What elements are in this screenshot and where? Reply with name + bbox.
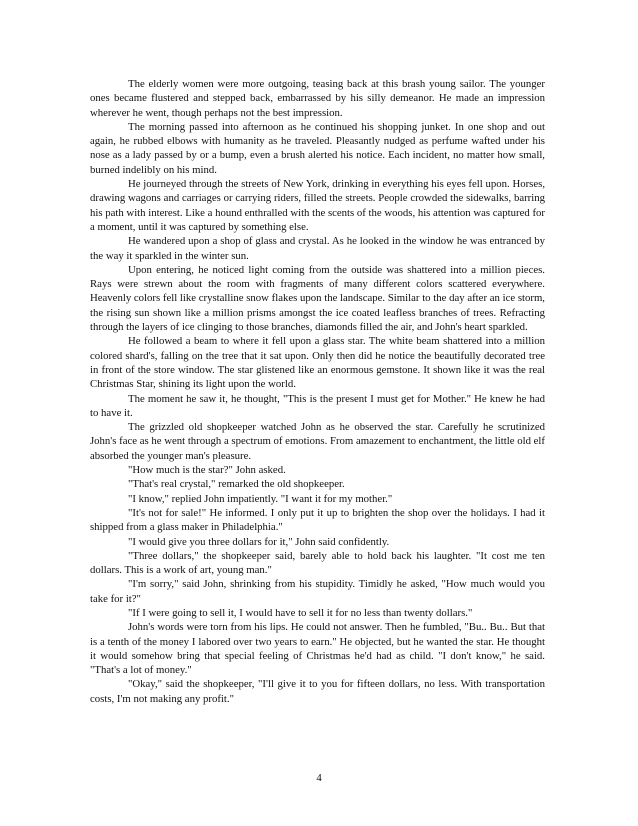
paragraph: "I would give you three dollars for it," John said confidently. (128, 535, 390, 548)
body-text (90, 77, 545, 706)
paragraph: He followed a beam to where it fell upon a glass star. The white beam shattered into a million colored shard's, falling on the tree that it sat upon. Only then did he notice the beautifully decorated tree in front of the store window. The star glistened like an enormous gemstone. It shown like it was the real Christmas Star, shining its light upon the world. (90, 335, 545, 391)
paragraph: The morning passed into afternoon as he continued his shopping junket. In one shop and out again, he rubbed elbows with humanity as he traveled. Pleasantly nudged as perfume wafted under his nose as a lady passed by or a bump, even a brush alerted his notice. Each incident, no matter how small, burned indelibly on his mind. (90, 120, 545, 176)
paragraph: "Three dollars," the shopkeeper said, barely able to hold back his laughter. "It cost me ten dollars. This is a work of art, young man." (90, 549, 545, 577)
paragraph: The elderly women were more outgoing, teasing back at this brash young sailor. The younger ones became flustered and stepped back, embarrassed by his silly demeanor. He made an impression wherever he went, though perhaps not the best impression. (90, 78, 545, 119)
paragraph: Upon entering, he noticed light coming from the outside was shattered into a million pieces. Rays were strewn about the room with fragments of many different colors scattered everywhere. Heavenly colors fell like crystalline snow flakes upon the landscape. Similar to the day after an ice storm, the rising sun shown like a million prisms amongst the ice coated leafless branches of trees. Refracting through the layers of ice clinging to those branches, diamonds filled the air, and John's heart sparkled. (90, 263, 545, 334)
paragraph: "How much is the star?" John asked. (128, 464, 286, 477)
paragraph: "I know," replied John impatiently. "I want it for my mother." (128, 492, 393, 505)
paragraph: "If I were going to sell it, I would have to sell it for no less than twenty dollars." (128, 606, 473, 619)
paragraph: John's words were torn from his lips. He could not answer. Then he fumbled, "Bu.. Bu.. But that is a tenth of the money I labored over two years to earn." He objected, but he wanted the star. He thought it would somehow bring that special feeling of Christmas he'd had as child. "I don't know," he said. "That's a lot of money." (90, 621, 545, 677)
paragraph: The moment he saw it, he thought, "This is the present I must get for Mother." He knew he had to have it. (90, 392, 545, 419)
paragraph: The grizzled old shopkeeper watched John as he observed the star. Carefully he scrutinized John's face as he went through a spectrum of emotions. From amazement to enchantment, the little old elf absorbed the younger man's pleasure. (90, 421, 545, 462)
paragraph: He wandered upon a shop of glass and crystal. As he looked in the window he was entranced by the way it sparkled in the winter sun. (90, 235, 545, 262)
paragraph: "I'm sorry," said John, shrinking from his stupidity. Timidly he asked, "How much would you take for it?" (90, 578, 545, 605)
paragraph: He journeyed through the streets of New York, drinking in everything his eyes fell upon. Horses, drawing wagons and carriages or carrying riders, filled the streets. People crowded the sidewalks, barring his path with interest. Like a hound enthralled with the scents of the woods, his attention was captured for a moment, until it was captured by something else. (90, 178, 545, 233)
paragraph: "That's real crystal," remarked the old shopkeeper. (128, 478, 345, 491)
page-number: 4 (316, 772, 322, 784)
paragraph: "It's not for sale!" He informed. I only put it up to brighten the shop over the holidays. I had it shipped from a glass maker in Philadelphia." (90, 506, 545, 534)
paragraph: "Okay," said the shopkeeper, "I'll give it to you for fifteen dollars, no less. With transportation costs, I'm not making any profit." (90, 678, 545, 705)
